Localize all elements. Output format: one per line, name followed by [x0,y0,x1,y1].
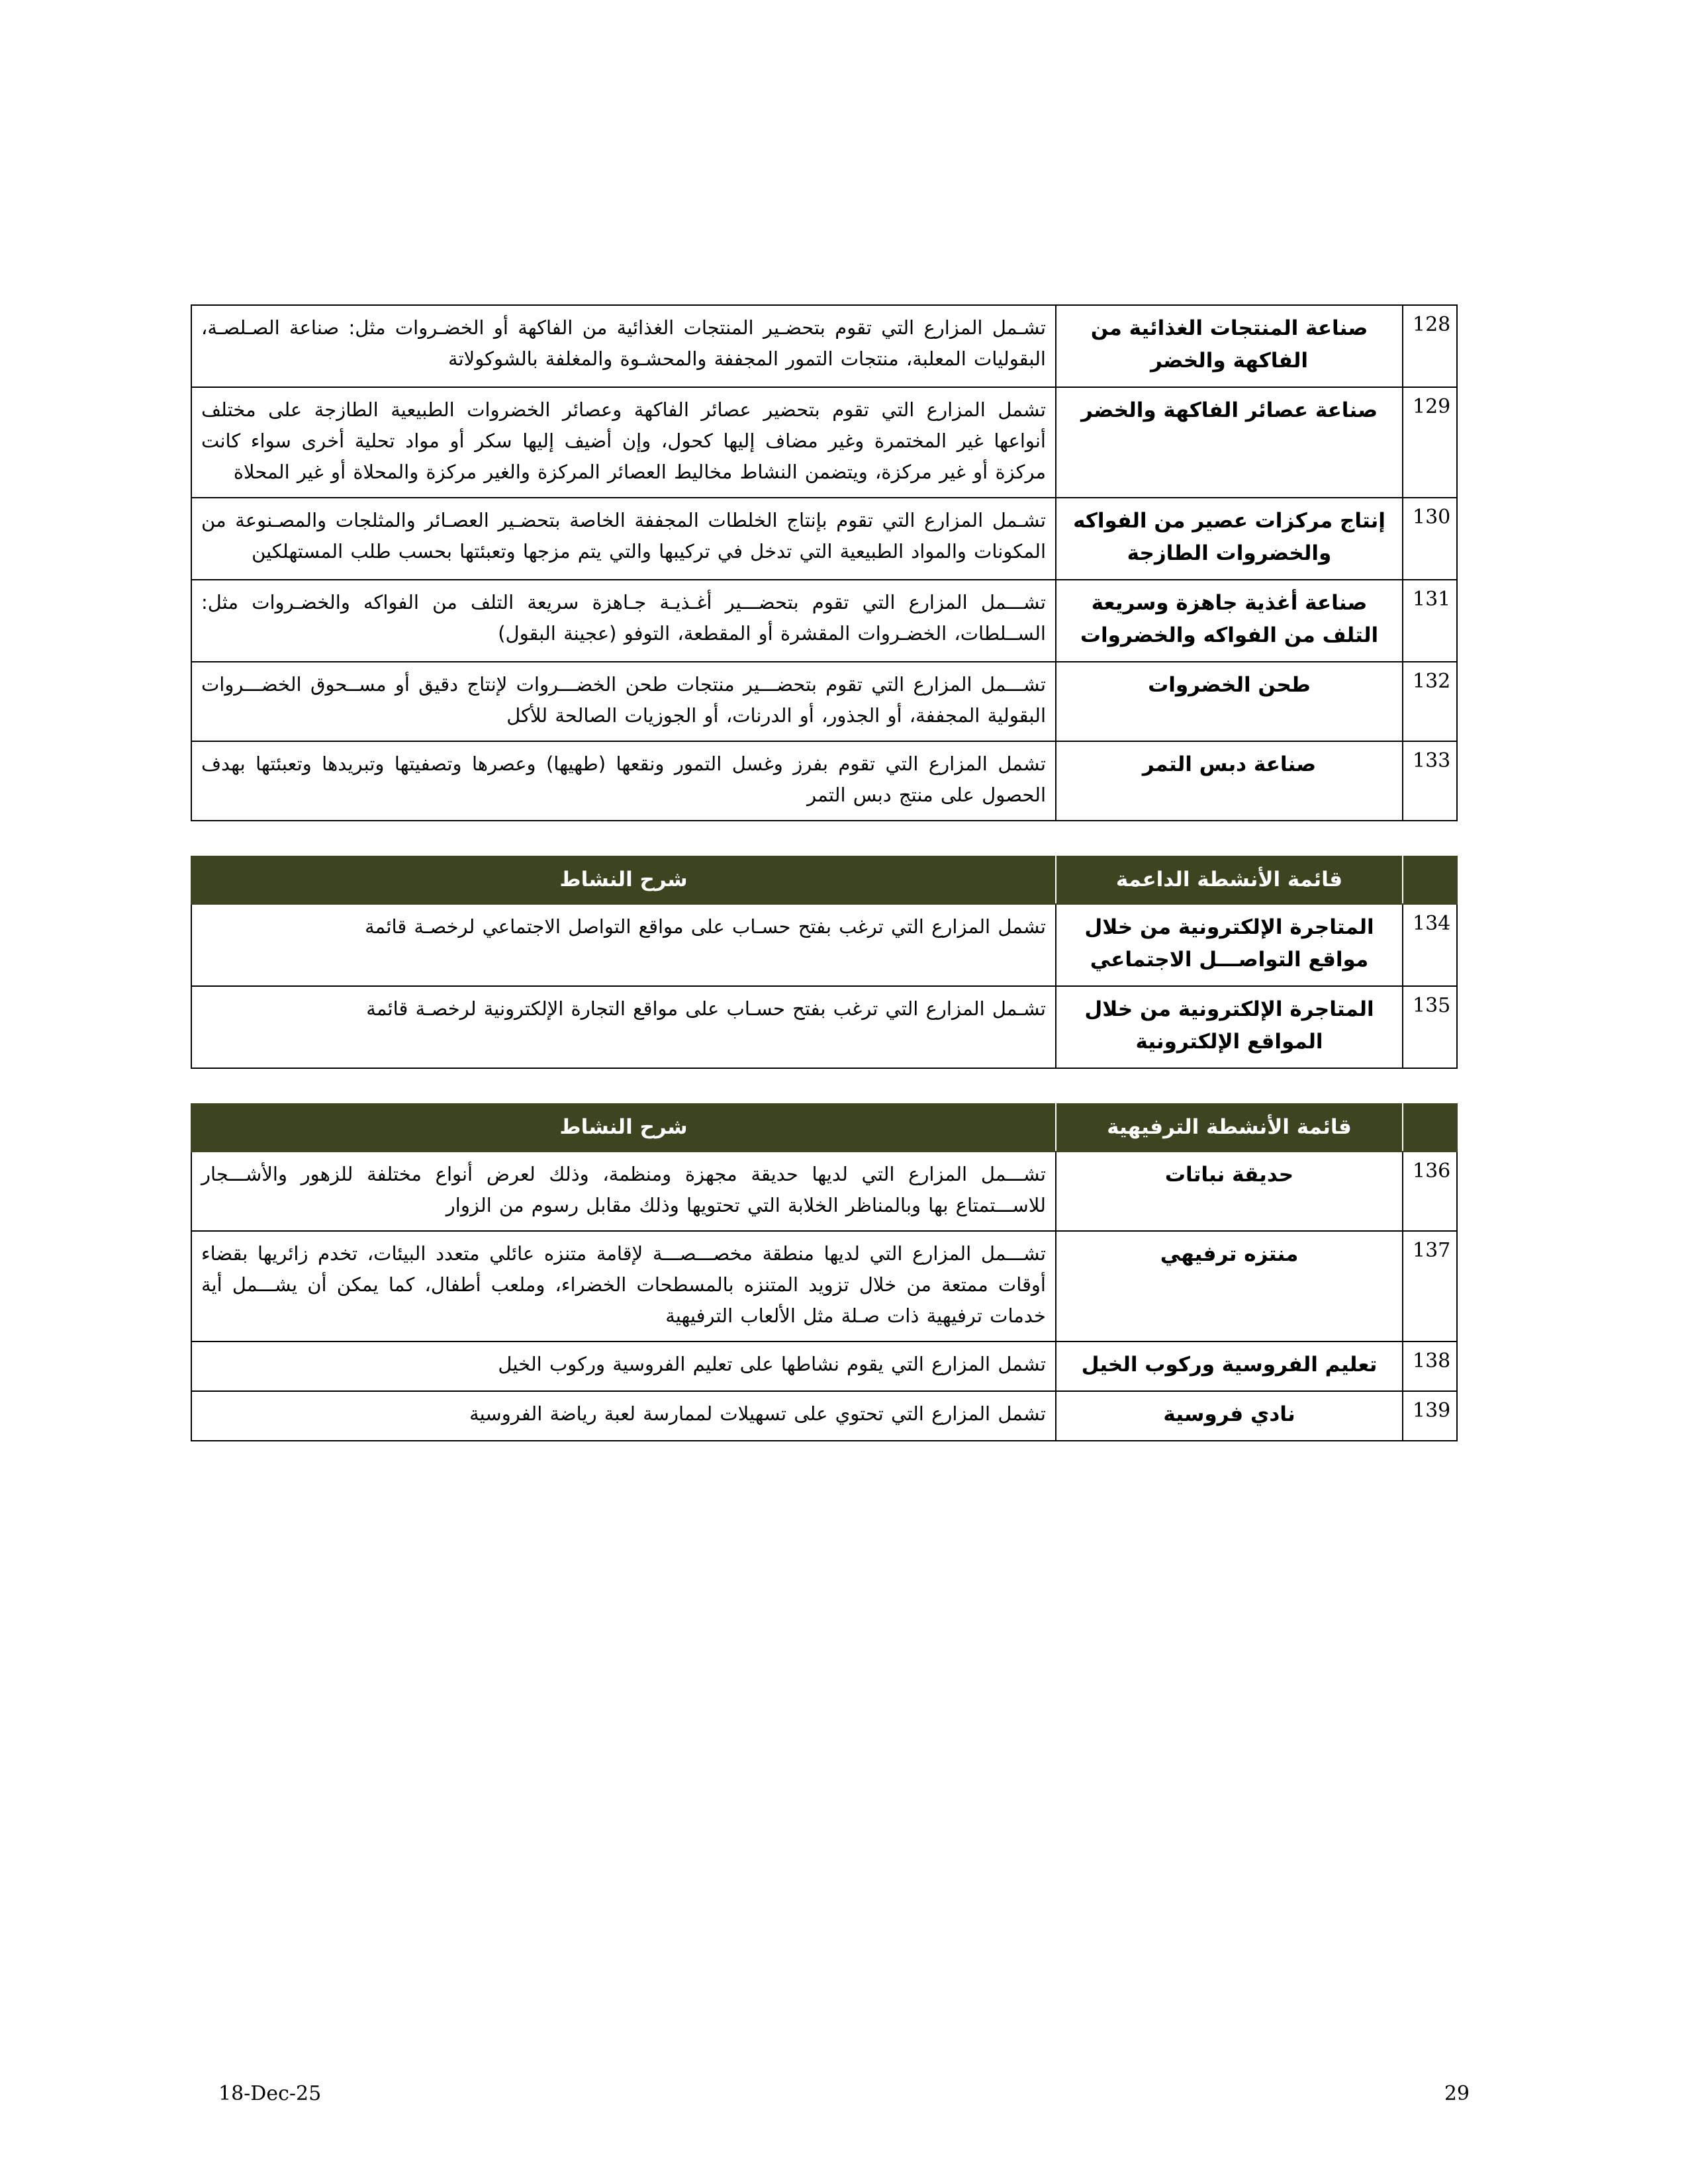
table-body [191,305,1457,821]
table-row [191,741,1457,821]
activity-name: إنتاج مركزات عصير من الفواكه والخضروات الطازجة [1056,498,1403,580]
activity-description: تشمل المزارع التي يقوم نشاطها على تعليم الفروسية وركوب الخيل [191,1342,1056,1391]
activity-name: حديقة نباتات [1056,1152,1403,1231]
table-row [191,305,1457,387]
activity-name: طحن الخضروات [1056,662,1403,741]
activity-description: تشـمل المزارع التي تقوم بإنتاج الخلطات المجففة الخاصة بتحضـير العصـائر والمثلجات والمصـنوعة من المكونات والمواد الطبيعية التي تدخل في تركيبها والتي يتم مزجها وتعبئتها بحسب طلب المستهلكين [191,498,1056,580]
activity-name: صناعة أغذية جاهزة وسريعة التلف من الفواكه والخضروات [1056,580,1403,662]
row-number: 139 [1403,1391,1457,1441]
row-number: 133 [1403,741,1457,821]
table-row [191,1152,1457,1231]
activity-description: تشـــمل المزارع التي لديها حديقة مجهزة ومنظمة، وذلك لعرض أنواع مختلفة للزهور والأشـــجار للاســـتمتاع بها وبالمناظر الخلابة التي تحتويها وذلك مقابل رسوم من الزوار [191,1152,1056,1231]
table-row [191,387,1457,498]
table-row [191,498,1457,580]
table-row [191,1231,1457,1342]
row-number: 131 [1403,580,1457,662]
row-number: 128 [1403,305,1457,387]
activity-name: صناعة دبس التمر [1056,741,1403,821]
activity-name: صناعة عصائر الفاكهة والخضر [1056,387,1403,498]
header-description-label: شرح النشاط [191,1104,1056,1152]
page-footer [218,2077,1470,2110]
activities-table-continued [191,304,1458,821]
header-activity-list-label: قائمة الأنشطة الداعمة [1056,856,1403,904]
table-row [191,904,1457,986]
activity-description: تشمل المزارع التي تقوم بتحضير عصائر الفاكهة وعصائر الخضروات الطبيعية الطازجة على مختلف أنواعها غير المختمرة وغير مضاف إليها كحول، وإن أضيف إليها سكر أو مواد تحلية أخرى سواء كانت مركزة أو غير مركزة، ويتضمن النشاط مخاليط العصائر المركزة والغير مركزة والمحلاة أو غير المحلاة [191,387,1056,498]
table-row [191,662,1457,741]
table-body [191,856,1457,1068]
activity-description: تشمل المزارع التي تقوم بفرز وغسل التمور ونقعها (طهيها) وعصرها وتصفيتها وتبريدها وتعبئتها بهدف الحصول على منتج دبس التمر [191,741,1056,821]
row-number: 135 [1403,986,1457,1068]
header-number-cell [1403,856,1457,904]
row-number: 134 [1403,904,1457,986]
activity-description: تشمل المزارع التي تحتوي على تسهيلات لممارسة لعبة رياضة الفروسية [191,1391,1056,1441]
table-row [191,580,1457,662]
activity-description: تشـــمل المزارع التي تقوم بتحضـــير أغـذيـة جـاهزة سريعة التلف من الفواكه والخضـروات مثل: الســلطات، الخضـروات المقشرة أو المقطعة، التوفو (عجينة البقول) [191,580,1056,662]
activity-description: تشمل المزارع التي ترغب بفتح حسـاب على مواقع التواصل الاجتماعي لرخصـة قائمة [191,904,1056,986]
activity-name: المتاجرة الإلكترونية من خلال المواقع الإلكترونية [1056,986,1403,1068]
footer-date: 18-Dec-25 [218,2081,322,2105]
section-spacer [192,821,1458,856]
activity-description: تشـمل المزارع التي ترغب بفتح حسـاب على مواقع التجارة الإلكترونية لرخصـة قائمة [191,986,1056,1068]
table-row [191,986,1457,1068]
table-body [191,1104,1457,1441]
activity-description: تشـــمل المزارع التي تقوم بتحضـــير منتجات طحن الخضـــروات لإنتاج دقيق أو مســحوق الخضـــروات البقولية المجففة، أو الجذور، أو الدرنات، أو الجوزيات الصالحة للأكل [191,662,1056,741]
section-spacer [192,1069,1458,1103]
header-description-label: شرح النشاط [191,856,1056,904]
activity-description: تشـــمل المزارع التي لديها منطقة مخصـــصـــة لإقامة متنزه عائلي متعدد البيئات، تخدم زائريها بقضاء أوقات ممتعة من خلال تزويد المتنزه بالمسطحات الخضراء، وملعب أطفال، كما يمكن أن يشـــمل أية خدمات ترفيهية ذات صـلة مثل الألعاب الترفيهية [191,1231,1056,1342]
row-number: 136 [1403,1152,1457,1231]
activity-name: تعليم الفروسية وركوب الخيل [1056,1342,1403,1391]
activity-name: منتزه ترفيهي [1056,1231,1403,1342]
table-row [191,1342,1457,1391]
activity-description: تشـمل المزارع التي تقوم بتحضـير المنتجات الغذائية من الفاكهة أو الخضـروات مثل: صناعة الصـلصـة، البقوليات المعلبة، منتجات التمور المجففة والمحشـوة والمغلفة بالشوكولاتة [191,305,1056,387]
page-content [192,304,1458,1441]
activity-name: نادي فروسية [1056,1391,1403,1441]
row-number: 130 [1403,498,1457,580]
row-number: 137 [1403,1231,1457,1342]
header-activity-list-label: قائمة الأنشطة الترفيهية [1056,1104,1403,1152]
activities-table-supporting [191,856,1458,1069]
row-number: 129 [1403,387,1457,498]
section-header-row-supporting [191,856,1457,904]
activity-name: المتاجرة الإلكترونية من خلال مواقع التواصـــل الاجتماعي [1056,904,1403,986]
footer-page-number: 29 [1444,2081,1470,2105]
section-header-row-recreational [191,1104,1457,1152]
row-number: 138 [1403,1342,1457,1391]
header-number-cell [1403,1104,1457,1152]
activities-table-recreational [191,1103,1458,1441]
table-row [191,1391,1457,1441]
activity-name: صناعة المنتجات الغذائية من الفاكهة والخضر [1056,305,1403,387]
row-number: 132 [1403,662,1457,741]
